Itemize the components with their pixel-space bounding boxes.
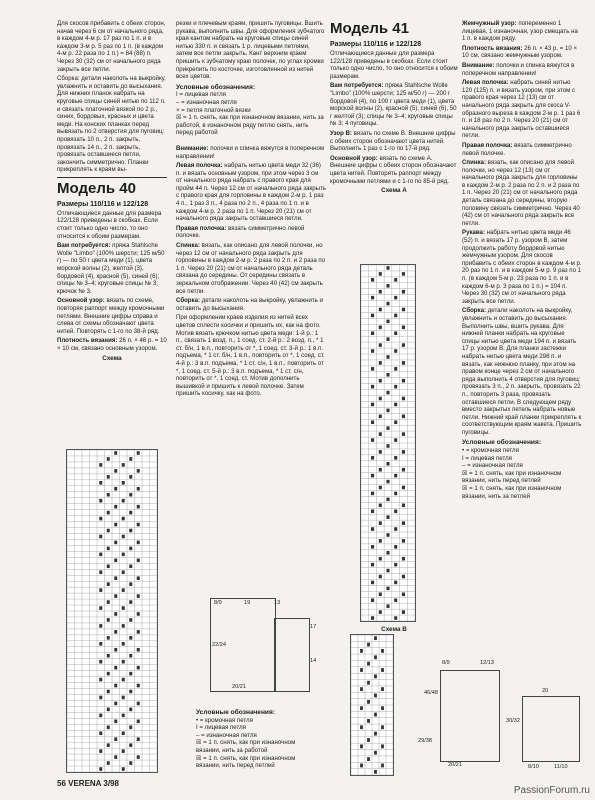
model-40-sizes: Размеры 110/116 и 122/128 [57, 200, 149, 208]
model-40-pattern-diagram: 8/9 19 13 22/24 20/21 17 14 [212, 600, 317, 690]
legend-item: I = лицевая петля [176, 91, 226, 99]
column-3 [330, 20, 458, 197]
scheme-title: Схема [102, 354, 122, 362]
text-block: Плотность вязания: 26 п. × 46 р. = 10 × 10 см, связано основным узором. [57, 337, 167, 352]
text-block: Вам потребуется: пряжа Stahlsche Wolle "Limbo" (100% шерсти; 125 м/50 г) — по 50 г цвета меди (1), цвета морской волны (2), желтой (3), бордовой (4), красной (5), синей (6); спицы № 3–4; круговые спицы № 3; крючок № 3. [57, 242, 165, 295]
column-5: Жемчужный узор: попеременно 1 лицевая, 1 изнаночная, узор смещать на 1 п. в каждом ряду. Плотность вязания: 26 п. × 43 р. = 10 × 10 см, связано жемчужным узором. Внимание: полочки и спинка вяжутся в поперечном направлении! Левая полочка: набрать синей нитью 120 (125) п. и вязать узором, при этом с правого края через 12 (13) см от начального ряда закрыть для скоса V-образного выреза в каждом 2-м р. 1 раз 6 п. и 18 раз по 2 п. Через 20 (21) см от начального ряда закрыть оставшиеся петли. Правая полочка: вязать симметрично левой полочке. Спинка: вязать, как описано для левой полочки, но через 12 (13) см от начального ряда закрыть для горловины в каждом 2-м р. 2 раза по 2 п. и 2 раза по 1 п. Через 20 (21) см от начального ряда деталь связана до середины, вторую половину связать симметрично. Через 40 (42) см от начального ряда закрыть все петли. Рукава: набрать нитью цвета меди 46 (52) п. и вязать 17 р. узором B, затем продолжить работу бордовой нитью жемчужным узором. Для скосов прибавить с обеих сторон в каждом 4-м р. 20 раз по 1 п. и в каждом 5-м р. 9 раз по 1 п. (в каждом 5-м р. 23 раза по 1 п. и в каждом 6-м р. 3 раза по 1 п.) = 104 п. Через 30 (32) см от начального ряда закрыть все петли. Сборка: детали наколоть на выкройку, увлажнить и оставить до высыхания. Выполнить швы, вшить рукава. Для нижней планки набрать на круговые спицы нитью цвета меди 194 п. и вязать 17 р. узором B. Для планки застежки набрать нитью цвета меди 298 п. и вязать, как нижнюю планку, при этом на правом конце через 2 см от начального ряда выполнить 4 отверстия для пуговиц: провязать 3 п., 2 п. закрыть, провязать 22 п., повторить 3 раза, провязать оставшиеся петли. В следующем ряду вместо закрытых петель набрать новые петли. Нижний край планки прикреплять к соответствующим краям жакета. Пришить пуговицы. Условные обозначения: • = кромочная петля I = лицевая петля – = изнаночная петля ☒ = 1 п. снять, как при изнаночном вязании, нить перед петлей ☒ = 1 п. снять, как при изнаночном вязании, нить за петлей [462, 20, 582, 500]
legend-item: – = изнаночная петля [462, 462, 523, 470]
legend-item: – = изнаночная петля [196, 731, 257, 739]
legend-item: I = лицевая петля [462, 454, 512, 462]
model-40-legend: Условные обозначения: • = кромочная петля I = лицевая петля – = изнаночная петля ☒ = 1 п. снять, как при изнаночном вязании, нить за работой ☒ = 1 п. снять, как при изнаночном вязании, нить перед петлей [196, 706, 321, 770]
legend-item: ☒ = 1 п. снять, как при изнаночном вязании, нить за работой [196, 739, 296, 754]
scheme-a-title: Схема A [381, 187, 407, 195]
model-40-title: Модель 40 [57, 179, 136, 197]
text-block: Для скосов прибавить с обеих сторон, начав через 6 см от начального ряда, в каждом 4-м р. 17 раз по 1 п. и в каждом 3-м р. 5 раз по 1 п. (в каждом 4-м р. 22 раза по 1 п.) = 84 (88) п. Через 30 (32) см от начального ряда закрыть все петли. [57, 20, 166, 73]
text-block: Левая полочка: набрать синей нитью 120 (125) п. и вязать узором, при этом с правого края через 12 (13) см от начального ряда закрыть для скоса V-образного выреза в каждом 2-м р. 1 раз 6 п. и 18 раз по 2 п. Через 20 (21) см от начального ряда закрыть оставшиеся петли. [462, 79, 581, 140]
legend-item: ☒ = 1 п. снять, как при изнаночном вязании, нить перед петлей [196, 754, 296, 770]
legend-item: – = изнаночная петля [176, 98, 237, 106]
column-2 [176, 20, 326, 400]
legend-item: ☒ = 1 п. снять, как при изнаночном вязании, нить за работой, в изнаночном ряду петлю снять, нить перед работой [176, 114, 324, 137]
text-block: Правая полочка: вязать симметрично левой полочке. [462, 141, 572, 157]
model-41-pattern-diagram: 46/48 29/38 20/21 8/9 12/13 20 30/32 8/10 11/10 [418, 660, 590, 778]
legend-item: • = кромочная петля [196, 716, 253, 724]
text-block: Спинка: вязать, как описано для левой полочки, но через 12 см от начального ряда закрыть для горловины в каждом 2-м р. 2 раза по 2 п. и 2 раза по 1 п. Через 20 (21) см от начального ряда деталь связана до середины. От середины связать в зеркальном отображении. Через 40 (42) см закрыть все петли. [176, 242, 326, 295]
text-block: Узор B: вязать по схеме B. Внешние цифры с обеих сторон обозначают цвета нитей. Выполнить 1 раз с 1-го по 17-й ряд. [330, 129, 456, 153]
watermark: PassionForum.ru [513, 785, 590, 796]
text-block: Сборка: детали наколоть на выкройку, увлажнить и оставить до высыхания. [176, 297, 323, 312]
model-41-chart-b [350, 634, 394, 776]
text-block: Жемчужный узор: попеременно 1 лицевая, 1 изнаночная, узор смещать на 1 п. в каждом ряду. [462, 20, 578, 43]
legend-item: ☒ = 1 п. снять, как при изнаночном вязании, нить перед петлей [462, 469, 562, 485]
legend-title: Условные обозначения: [176, 83, 256, 91]
legend-item: ☒ = 1 п. снять, как при изнаночном вязании, нить за петлей [462, 485, 562, 500]
legend-item: • = кромочная петля [462, 447, 519, 455]
text-block: Правая полочка: вязать симметрично левой полочке. [176, 224, 305, 240]
page-footer: 56 VERENA 3/98 [57, 779, 119, 788]
text-block: Плотность вязания: 26 п. × 43 р. = 10 × 10 см, связано жемчужным узором. [462, 44, 578, 60]
text-block: Спинка: вязать, как описано для левой полочки, но через 12 (13) см от начального ряда закрыть для горловины в каждом 2-м р. 2 раза по 2 п. и 2 раза по 1 п. Через 20 (21) см от начального ряда деталь связана до середины, вторую половину связать симметрично. Через 40 (42) см от начального ряда закрыть все петли. [462, 159, 580, 227]
text-block: Основной узор: вязать по схеме A. Внешние цифры с обеих сторон обозначают цвета нитей. Повторять раппорт между кромочными петлями и с 1-го по 85-й ряд. [330, 154, 457, 185]
chart-grid [361, 265, 415, 621]
text-block: резки и плечевым краям, пришить пуговицы. Вшить рукава, выполнить швы. Для оформления зубчатого края кантом набрать на круговые спицы синей нитью 330 п. и связать 1 р. лицевыми петлями, затем все петли закрыть. Кант верхним краем пришить к зубчатому краю полочек, по углах кромки прикрепить по косточке, изготовленной из нитей всех цветов. [176, 20, 325, 81]
text-block: Отличающиеся данные для размера 122/128 приведены в скобках. Если стоит только одно число, то оно относится к обоим размерам. [330, 50, 458, 80]
column-1 [57, 20, 167, 364]
model-41-title: Модель 41 [330, 20, 409, 37]
text-block: Внимание: полочки и спинка вяжутся в поперечном направлении! [462, 61, 575, 77]
model-41-sizes: Размеры 110/116 и 122/128 [330, 41, 422, 48]
text-block: Сборка: детали наколоть на выкройку, увлажнить и оставить до высыхания. Выполнить швы, вшить рукава. Для нижней планки набрать на круговые спицы нитью цвета меди 194 п. и вязать 17 р. узором B. Для планки застежки набрать нитью цвета меди 298 п. и вязать, как нижнюю планку, при этом на правом конце через 2 см от начального ряда выполнить 4 отверстия для пуговиц: провязать 3 п., 2 п. закрыть, провязать 22 п., повторить 3 раза, провязать оставшиеся петли. В следующем ряду вместо закрытых петель набрать новые петли. Нижний край планки прикреплять к соответствующим краям жакета. Пришить пуговицы. [462, 307, 582, 436]
text-block: Рукава: набрать нитью цвета меди 46 (52) п. и вязать 17 р. узором B, затем продолжить работу бордовой нитью жемчужным узором. Для скосов прибавить с обеих сторон в каждом 4-м р. 20 раз по 1 п. и в каждом 5-м р. 9 раз по 1 п. (в каждом 5-м р. 23 раза по 1 п. и в каждом 6-м р. 3 раза по 1 п.) = 104 п. Через 30 (32) см от начального ряда закрыть все петли. [462, 229, 582, 305]
text-block: Вам потребуется: пряжа Stahlsche Wolle "Limbo" (100% шерсти; 125 м/50 г) — 200 г бордовой (4), по 100 г цвета меди (1), цвета морской волны (2), красной (5), синей (6), 50 г желтой (3); спицы № 3–4; круговые спицы № 3; 4 пуговицы. [330, 82, 457, 128]
text-block: Сборка: детали наколоть на выкройку, увлажнить и оставить до высыхания. Для нижних планок набрать на круговые спицы синей нитью по 112 п. и связать платочной вязкой по 2 р., синих, бордовых, красных и цвета меди. На конских планках перед вывязать по 2 отверстия для пуговиц: провязать 10 п., 2 п. закрыть, провязать 14 п., 2 п. закрыть, провязать оставшиеся петли, закончить симметрично. Планки прикреплять к краям вы- [57, 75, 166, 174]
legend-item: × = петля платочной вязки [176, 106, 251, 114]
text-block: При оформлении краев изделия из нитей всех цветов сплести косички и пришить их, как на фото. Мотив вязать крючком нитью цвета меди: 1-й р.: 1 п., связать 1 возд. п., 1 соед. ст. 2-й р.: 2 возд. п., * 1 ст. б/н, 1 в.п., повторить от *, 1 соед. ст. 3-й р.: 1 в.п. подъема, * 1 ст. б/н, 1 в.п., повторить от *, 1 соед. ст. 4-й р.: 3 в.п. подъема, * 1 ст. с/н, 1 в.п., повторить от *, 1 соед. ст. 5-й р.: 3 в.п. подъема, * 1 ст. с/н, повторить от *, 1 соед. ст. Мотив дополнить вышивкой и пришить к левой полочке. Затем пришить косичку, как на фото. [176, 314, 325, 398]
model-40-knitting-chart [66, 449, 158, 773]
scheme-b-title: Схема B [381, 626, 407, 633]
chart-grid [67, 450, 157, 772]
text-block: Основной узор: вязать по схеме, повторяя раппорт между кромочными петлями. Внешние цифры справа и слева от схемы обозначают цвета нитей. Повторять с 1-го по 38-й ряд. [57, 297, 165, 335]
text-block: Левая полочка: набрать нитью цвета меди 32 (36) п. и вязать основным узором, при этом через 3 см от начального ряда набрать с правого края для пройм 44 п. Через 12 см от начального ряда закрыть с правого края для горловины в каждом 2-м р. 1 раз 4 п., 1 раз 3 п., 4 раза по 2 п., 4 раза по 1 п. и в каждом 4-м р. 2 раза по 1 п. Через 20 (21) см от начального ряда закрыть оставшиеся петли. [176, 162, 326, 223]
model-41-chart-a [360, 264, 416, 622]
legend-item: I = лицевая петля [196, 724, 246, 732]
chart-grid [351, 635, 393, 775]
text-block: Отличающиеся данные для размера 122/128 приведены в скобках. Если стоит только одно число, то оно относится к обоим размерам. [57, 209, 162, 240]
text-block: Внимание: полочки и спинка вяжутся в поперечном направлении! [176, 144, 325, 160]
